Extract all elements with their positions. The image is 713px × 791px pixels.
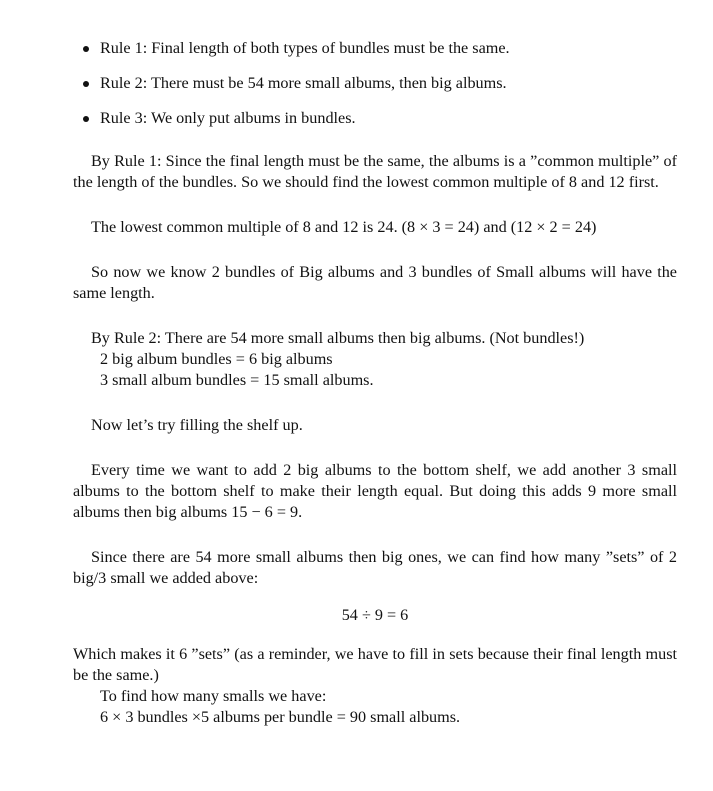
paragraph-every-time: Every time we want to add 2 big albums to the bottom shelf, we add another 3 small albums to the bottom shelf to make their length equal. But doing this adds 9 more small albums then big albums 15 − 6 = 9. [73, 461, 677, 521]
equation: 54 ÷ 9 = 6 [341, 606, 409, 624]
paragraph-lcm: The lowest common multiple of 8 and 12 is 24. (8 × 3 = 24) and (12 × 2 = 24) [91, 218, 597, 236]
rules-list [73, 38, 677, 129]
rule-text: Rule 1: Final length of both types of bundles must be the same. [100, 39, 510, 57]
paragraph-bundles: So now we know 2 bundles of Big albums and 3 bundles of Small albums will have the same length. [73, 263, 677, 302]
smalls-result-line: 6 × 3 bundles ×5 albums per bundle = 90 small albums. [100, 708, 461, 726]
paragraph-rule2: By Rule 2: There are 54 more small albums then big albums. (Not bundles!) [91, 329, 585, 347]
rule-item [100, 73, 677, 94]
rule-text: Rule 2: There must be 54 more small albums, then big albums. [100, 74, 507, 92]
paragraph-which: Which makes it 6 ”sets” (as a reminder, we have to fill in sets because their final length must be the same.) [73, 645, 677, 684]
rule-item [100, 38, 677, 59]
bullet-icon [83, 116, 89, 122]
paragraph-rule1: By Rule 1: Since the final length must be the same, the albums is a ”common multiple” of the length of the bundles. So we should find the lowest common multiple of 8 and 12 first. [73, 152, 677, 191]
bullet-icon [83, 81, 89, 87]
paragraph-fill: Now let’s try filling the shelf up. [91, 416, 303, 434]
smalls-intro-line: To find how many smalls we have: [100, 687, 327, 705]
bullet-icon [83, 46, 89, 52]
small-bundle-line: 3 small album bundles = 15 small albums. [100, 371, 374, 389]
rule-text: Rule 3: We only put albums in bundles. [100, 109, 356, 127]
big-bundle-line: 2 big album bundles = 6 big albums [100, 350, 333, 368]
paragraph-sets: Since there are 54 more small albums then big ones, we can find how many ”sets” of 2 big/3 small we added above: [73, 548, 677, 587]
rule-item [100, 108, 677, 129]
